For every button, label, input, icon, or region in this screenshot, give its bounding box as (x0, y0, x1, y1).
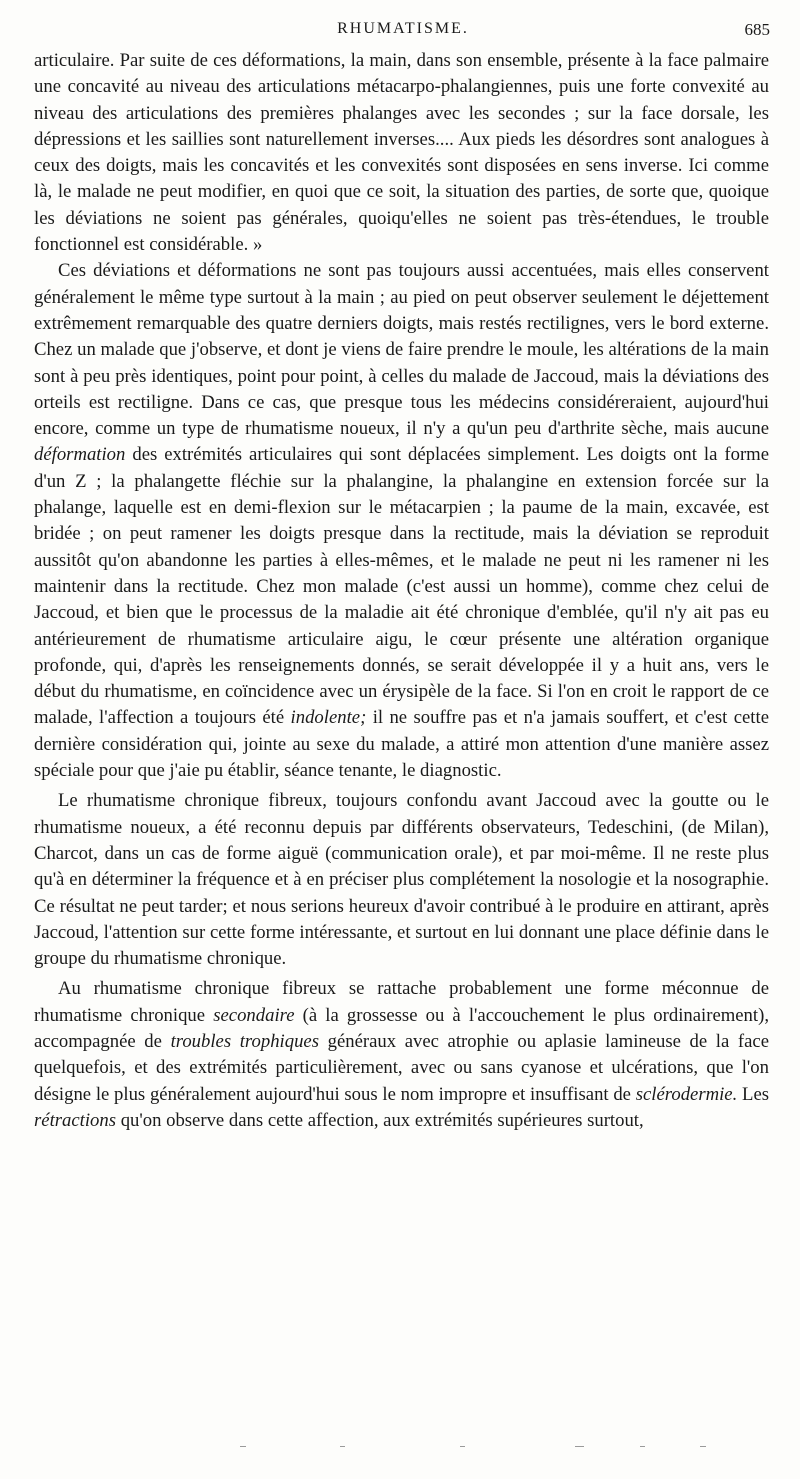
running-head: RHUMATISME. (337, 20, 469, 37)
print-mark (340, 1446, 345, 1447)
paragraph-4-emphasis-retractions: rétractions (34, 1109, 117, 1131)
paragraph-4-text-c: généraux avec atrophie ou aplasie lamineuse de la face quelquefois, et des extrémités particulièrement, avec ou sans cyanose et ulcérations, que l'on désigne le plus généralement aujourd'hui sous le nom impropre et insuffisant de (34, 1030, 770, 1105)
page-header (36, 6, 770, 46)
print-mark (240, 1446, 246, 1447)
paragraph-2-text-b: des extrémités articulaires qui sont déplacées simplement. Les doigts ont la forme d'un Z ; la phalangette fléchie sur la phalangine, la phalangine en extension forcée sur la phalange, laquelle est en demi-flexion sur le métacarpien ; la paume de la main, excavée, est bridée ; on peut ramener les doigts presque dans la rectitude, mais la déviation se reproduit aussitôt qu'on abandonne les parties à elles-mêmes, et le malade ne peut ni les ramener ni les maintenir dans la rectitude. Chez mon malade (c'est aussi un homme), comme chez celui de Jaccoud, et bien que le processus de la maladie ait été chronique d'emblée, qu'il n'y ait pas eu antérieurement de rhumatisme articulaire aigu, le cœur présente une altération organique profonde, qui, d'après les renseignements donnés, se serait développée il y a huit ans, vers le début du rhumatisme, en coïncidence avec un érysipèle de la face. Si l'on en croit le rapport de ce malade, l'affection a toujours été (34, 444, 770, 729)
paragraph-4-text-b: (à la grossesse ou à l'accouchement le plus ordinairement), accompagnée de (34, 1004, 769, 1052)
paragraph-4-text-d: Les (742, 1083, 770, 1105)
paragraph-1 (34, 48, 769, 258)
paragraph-3 (34, 788, 769, 972)
print-mark (460, 1446, 465, 1447)
paragraph-1-text: articulaire. Par suite de ces déformations, la main, dans son ensemble, présente à la face palmaire une concavité au niveau des articulations métacarpo-phalangiennes, puis une forte convexité au niveau des articulations des premières phalanges avec les secondes ; sur la face dorsale, les dépressions et les saillies sont naturellement inverses.... Aux pieds les désordres sont analogues à ceux des doigts, mais les concavités et les convexités sont disposées en sens inverse. Ici comme là, le malade ne peut modifier, en quoi que ce soit, la situation des parties, de sorte que, quoique les déviations ne soient pas générales, quoiqu'elles ne soient pas très-étendues, le trouble fonctionnel est considérable. » (34, 50, 769, 256)
paragraph-2-emphasis-deformation: déformation (34, 444, 126, 466)
paragraph-2-text-a: Ces déviations et déformations ne sont pas toujours aussi accentuées, mais elles conservent généralement le même type surtout à la main ; au pied on peut observer seulement le déjettement extrêmement remarquable des quatre derniers doigts, mais restés rectilignes, vers le bord externe. Chez un malade que j'observe, et dont je viens de faire prendre le moule, les altérations de la main sont à peu près identiques, point pour point, à celles du malade de Jaccoud, mais la déviations des orteils est rectiligne. Dans ce cas, que presque tous les médecins considéreraient, aujourd'hui encore, comme un type de rhumatisme noueux, il n'y a qu'un peu d'arthrite sèche, mais aucune (34, 260, 769, 440)
paragraph-4-text-a: Au rhumatisme chronique fibreux se rattache probablement une forme méconnue de rhumatisme chronique (34, 978, 769, 1026)
body-text (34, 48, 769, 1134)
paragraph-2-text-c: il ne souffre pas et n'a jamais souffert, et c'est cette dernière considération qui, jointe au sexe du malade, a attiré mon attention d'une manière assez spéciale pour que j'aie pu établir, séance tenante, le diagnostic. (34, 707, 769, 782)
paragraph-4-emphasis-secondaire: secondaire (213, 1004, 295, 1026)
print-mark (575, 1446, 584, 1447)
paragraph-3-text: Le rhumatisme chronique fibreux, toujours confondu avant Jaccoud avec la goutte ou le rhumatisme noueux, a été reconnu depuis par différents observateurs, Tedeschini, (de Milan), Charcot, dans un cas de forme aiguë (communication orale), et par moi-même. Il ne reste plus qu'à en déterminer la fréquence et à en préciser plus complétement la nosologie et la nosographie. Ce résultat ne peut tarder; et nous serions heureux d'avoir contribué à le produire en attirant, après Jaccoud, l'attention sur cette forme intéressante, et surtout en lui donnant une place définie dans le groupe du rhumatisme chronique. (34, 790, 769, 970)
paragraph-2 (34, 258, 769, 784)
page-number: 685 (744, 20, 770, 39)
paragraph-4 (34, 976, 769, 1134)
paragraph-2-emphasis-indolente: indolente; (290, 707, 367, 729)
paragraph-4-emphasis-sclerodermie: sclérodermie. (635, 1083, 738, 1105)
paragraph-4-text-e: qu'on observe dans cette affection, aux extrémités supérieures surtout, (120, 1109, 644, 1131)
print-mark (700, 1446, 706, 1447)
paragraph-4-emphasis-troubles: troubles trophiques (170, 1030, 319, 1052)
print-mark (640, 1446, 645, 1447)
print-marks (240, 1446, 710, 1452)
